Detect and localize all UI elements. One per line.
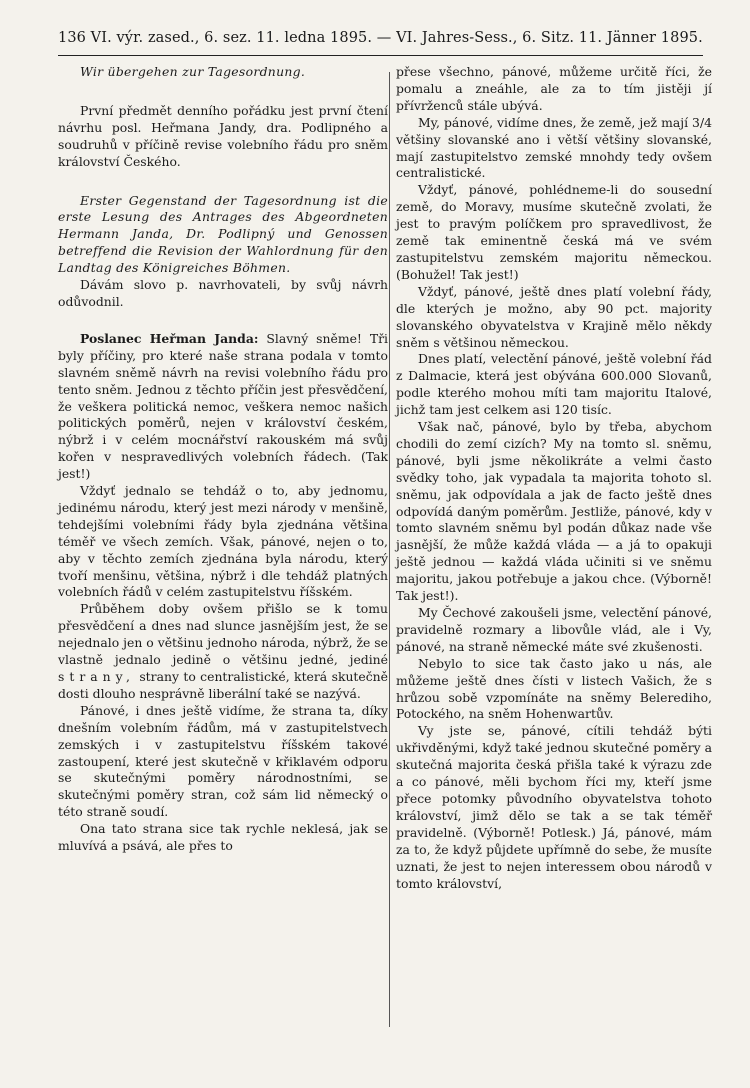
paragraph [58,601,388,702]
paragraph: První předmět denního pořádku jest první čtení návrhu posl. Heřmana Jandy, dra. Podlipného a soudruhů v příčině revise volebního řádu pro sněm království Českého. [58,102,388,169]
paragraph: Dnes platí, velectění pánové, ještě volební řád z Dalmacie, která jest obývána 600.000 Slovanů, podle kterého mohou míti tam majoritu Italové, jichž tam jest celkem asi 120 tisíc. [396,351,712,418]
paragraph: Wir übergehen zur Tagesordnung. [80,64,306,79]
paragraph: Však nač, pánové, bylo by třeba, abychom chodili do zemí cizích? My na tomto sl. sněmu, pánové, byli jsme několikráte a velmi často svědky toho, jak vypadala ta majorita tohoto sl. sněmu, jak odpovídala a jak de facto ještě dnes odpovídá daným poměrům. Jestliže, pánové, kdy v tomto slavném sněmu byl podán důkaz nade vše jasnější, že může každá vláda — a já to opakuji ještě jednou — každá vláda učiniti si ve sněmu majoritu, jakou potřebuje a jakou chce. (Výborně! Tak jest!). [396,419,712,604]
paragraph: Pánové, i dnes ještě vidíme, že strana ta, díky dnešním volebním řádům, má v zastupitelstvech zemských i v zastupitelstvu říšském takové zastoupení, které jest skutečně v křiklavém odporu se skutečnými poměry národnostními, se skutečnými poměry stran, což sám lid německý o této straně soudí. [58,702,388,820]
paragraph: Vždyť jednalo se tehdáž o to, aby jednomu, jedinému národu, který jest mezi národy v menšině, tehdejšími volebními řády byla zjednána většina téměř ve všech zemích. Však, pánové, nejen o to, aby v těchto zemích zjednána byla národu, který tvoří menšinu, většina, nýbrž i dle tehdáž platných volebních řádů v celém zastupitelstvu říšském. [58,483,388,600]
paragraph: přese všechno, pánové, můžeme určitě říci, že pomalu a zneáhle, ale za to tím jistěji jí přívrženců stále ubývá. [396,64,712,113]
column-divider [389,72,390,1027]
spaced-word: strany, [58,669,135,684]
paragraph-text: Průběhem doby ovšem přišlo se k tomu přesvědčení a dnes nad slunce jasnějším jest, že se nejednalo jen o většinu jednoho národa, nýbrž, že se vlastně jednalo jedině o většinu jedné, jediné [58,601,388,668]
paragraph: Vy jste se, pánové, cítili tehdáž býti ukřivděnými, když také jednou skutečné poměry a skutečná majorita česká přišla také k výrazu zde a co pánové, měli bychom říci my, kteří jsme přece potomky původního obyvatelstva tohoto království, jimž dělo se tak a se tak téměř pravidelně. (Výborně! Potlesk.) Já, pánové, mám za to, že když půjdete upřímně do sebe, že musíte uznati, že jest to nejen interessem obou národů v tomto království, [396,723,712,891]
speaker-name: Poslanec Heřman Janda: [80,330,259,346]
paragraph: My Čechové zakoušeli jsme, velectění pánové, pravidelně rozmary a libovůle vlád, ale i Vy, pánové, na straně německé máte své zkušenosti. [396,605,712,654]
paragraph: Vždyť, pánové, ještě dnes platí volební řády, dle kterých je možno, aby 90 pct. majority slovanského obyvatelstva v Krajině mělo někdy sněm s většinou německou. [396,283,712,350]
paragraph: Nebylo to sice tak často jako u nás, ale můžeme ještě dnes čísti v listech Vašich, že s hrůzou sobě vzpomínáte na sněmy Belerediho, Potockého, na sněm Hohenwartův. [396,655,712,722]
right-column [396,64,712,892]
paragraph: Dávám slovo p. navrhovateli, by svůj návrh odůvodnil. [58,277,388,309]
paragraph-text: Slavný sněme! Tři byly příčiny, pro které naše strana podala v tomto slavném sněmě návrh na revisi volebního řádu pro tento sněm. Jednou z těchto příčin jest přesvědčení, že veškera politická nemoc, veškera nemoc našich politických poměrů, nejen v království českém, nýbrž i v celém mocnářství rakouském má svůj kořen v nespravedlivých volebních řádech. (Tak jest!) [58,330,388,482]
running-header: 136 VI. výr. zased., 6. sez. 11. ledna 1895. — VI. Jahres-Sess., 6. Sitz. 11. Jänner 1895. [58,30,703,46]
paragraph: My, pánové, vidíme dnes, že země, jež mají 3/4 většiny slovanské ano i větší většiny slovanské, mají zastupitelstvo zemské mnohdy tedy ovšem centralistické. [396,114,712,181]
paragraph: Ona tato strana sice tak rychle neklesá, jak se mluvívá a psává, ale přes to [58,821,388,854]
paragraph: Erster Gegenstand der Tagesordnung ist die erste Lesung des Antrages des Abgeordneten Hermann Janda, Dr. Podlipný und Genossen betreffend die Revision der Wahlordnung für den Landtag des Königreiches Böhmen. [58,192,388,276]
paragraph [58,331,388,483]
paragraph: Vždyť, pánové, pohlédneme-li do sousední země, do Moravy, musíme skutečně zvolati, že jest to pravým políčkem pro spravedlivost, že země tak eminentně česká má ve svém zastupitelstvu zemském majoritu německou. (Bohužel! Tak jest!) [396,182,712,282]
left-column [58,64,388,855]
header-rule [58,55,703,56]
paragraph-text: strany to centralistické, která skutečně dosti dlouho nesprávně liberální také se nazývá. [58,669,388,701]
